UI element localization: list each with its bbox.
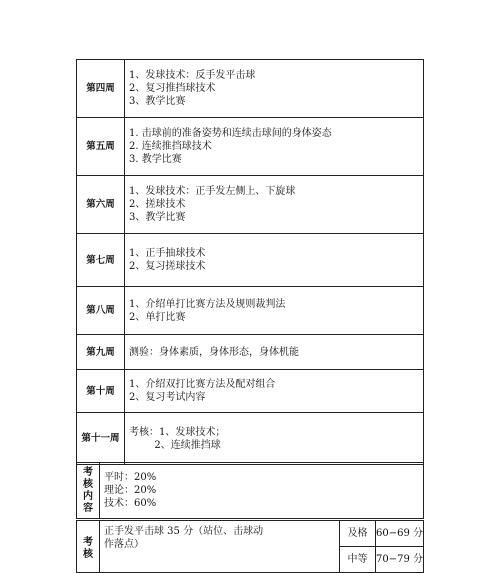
table-row (77, 176, 424, 234)
content-line: 2、复习考试内容 (129, 392, 206, 403)
content-line: 1、发球技术：反手发平击球 (129, 70, 256, 81)
week-content (125, 234, 424, 287)
content-line: 2、搓球技术 (129, 199, 186, 210)
content-line: 1、介绍双打比赛方法及配对组合 (129, 379, 276, 390)
week-label: 第五周 (77, 118, 125, 176)
table-row (77, 234, 424, 287)
week-label: 第十周 (77, 370, 125, 413)
content-line: 1. 击球前的准备姿势和连续击球间的身体姿态 (129, 128, 332, 139)
label-char: 考 (83, 537, 93, 548)
label-char: 核 (83, 549, 93, 560)
table-row (77, 60, 424, 118)
content-line: 2、单打比赛 (129, 311, 186, 323)
table-row (77, 370, 424, 413)
week-label: 第七周 (77, 234, 125, 287)
assessment-label (77, 463, 100, 519)
content-line: 2、复习推挡球技术 (129, 83, 216, 94)
content-line: 技术：60% (104, 498, 157, 509)
week-content (125, 176, 424, 234)
content-line: 考核：1、发球技术； (129, 426, 226, 438)
label-char: 容 (83, 502, 93, 514)
content-line: 1、介绍单打比赛方法及规则裁判法 (129, 298, 286, 310)
content-line: 平时：20% (104, 472, 157, 483)
content-line: 3. 教学比赛 (129, 154, 182, 165)
content-line: 2、连续推挡球 (129, 439, 221, 451)
content-line: 理论：20% (104, 485, 157, 496)
table-row (77, 287, 424, 335)
week-label: 第十一周 (77, 413, 125, 465)
week-content (125, 413, 424, 465)
week-content (125, 118, 424, 176)
weekly-schedule-table (76, 59, 424, 465)
week-content (125, 335, 424, 370)
label-char: 内 (83, 490, 93, 502)
grade-level: 中等 (340, 547, 376, 573)
content-line: 3、教学比赛 (129, 96, 186, 107)
content-line: 2. 连续推挡球技术 (129, 141, 212, 152)
week-label: 第九周 (77, 335, 125, 370)
table-row (77, 463, 424, 519)
week-content (125, 60, 424, 118)
assessment-content-table (76, 462, 424, 519)
label-char: 核 (83, 478, 93, 490)
label-char: 考 (83, 466, 93, 478)
content-line: 1、正手抽球技术 (129, 248, 206, 259)
week-label: 第四周 (77, 60, 125, 118)
grade-range: 60−69 分 (376, 521, 424, 547)
table-row (77, 118, 424, 176)
week-label: 第八周 (77, 287, 125, 335)
week-content (125, 370, 424, 413)
content-line: 作落点） (104, 539, 144, 550)
assessment-weights (100, 463, 424, 519)
table-row (77, 335, 424, 370)
table-row (77, 413, 424, 465)
grade-level: 及格 (340, 521, 376, 547)
content-line: 正手发平击球 35 分（站位、击球动 (104, 526, 264, 537)
content-line: 1、发球技术：正手发左侧上、下旋球 (129, 186, 296, 197)
table-row (77, 521, 424, 547)
week-content (125, 287, 424, 335)
content-line: 3、教学比赛 (129, 212, 186, 223)
assessment-standard-table (76, 520, 424, 573)
grade-range: 70−79 分 (376, 547, 424, 573)
week-label: 第六周 (77, 176, 125, 234)
content-line: 2、复习搓球技术 (129, 261, 206, 272)
content-line: 测验：身体素质，身体形态，身体机能 (129, 346, 299, 358)
